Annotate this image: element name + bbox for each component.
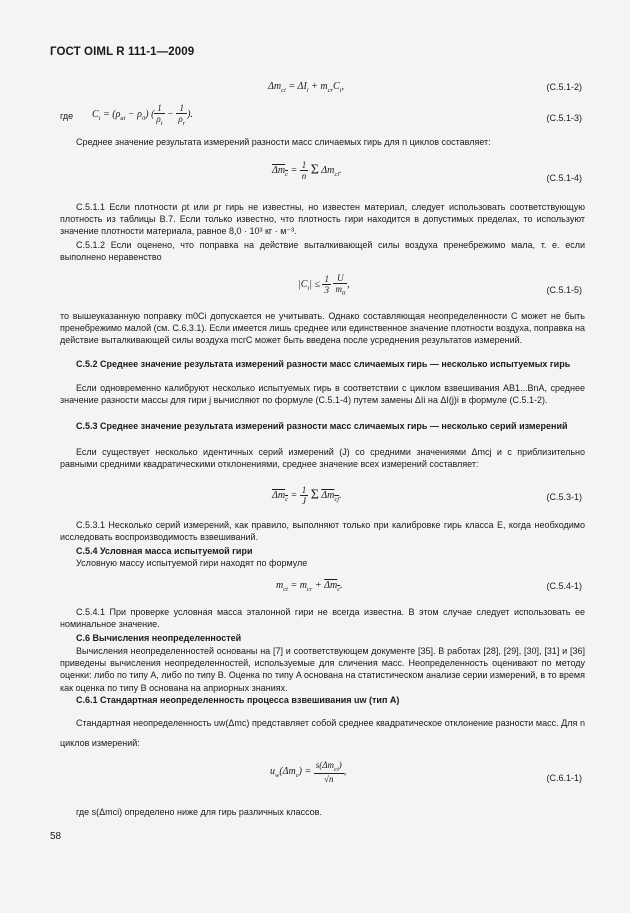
equation-number: (C.5.3-1)	[546, 492, 582, 502]
paragraph-c54: Условную массу испытуемой гири находят по формуле	[76, 558, 308, 568]
equation-c611: $u_w(\Delta m_c)$ = $\frac{s(\Delta m_{ci})}{√n}$ ,	[270, 760, 347, 784]
paragraph-c53: Если существует несколько идентичных серий измерений (J) со средними значениями Δmcj и с приблизительно равными средними квадратическими отклонениями, среднее значение всех измерений составляет:	[60, 447, 585, 470]
section-heading-c54: C.5.4 Условная масса испытуемой гири	[76, 546, 253, 556]
paragraph-c541: C.5.4.1 При проверке условная масса эталонной гири не всегда известна. В этом случае следует использовать ее номинальное значение.	[60, 607, 585, 630]
equation-number: (C.5.1-2)	[546, 82, 582, 92]
equation-c512: $\Delta m_{ci} = \Delta I_i + m_{cr}C_i$,	[268, 81, 344, 94]
equation-number: (C.6.1-1)	[546, 773, 582, 783]
paragraph-c511: C.5.1.1 Если плотности ρt или ρr гирь не известны, но известен материал, следует использовать соответствующую плотность из таблицы B.7. Если только известно, что плотность гири находится в допустимых пределах, то используют значение плотности материала, равное 8,0 · 10³ кг · м⁻³.	[60, 202, 585, 237]
equation-number: (C.5.1-3)	[546, 113, 582, 123]
page-number: 58	[50, 831, 62, 842]
section-heading-c52: C.5.2 Среднее значение результата измерений разности масс сличаемых гирь — несколько испытуемых гирь	[76, 359, 571, 369]
paragraph-c61: Стандартная неопределенность uw(Δmc) представляет собой среднее квадратическое отклонение разности масс. Для n циклов измерений:	[60, 718, 585, 748]
paragraph-c531: C.5.3.1 Несколько серий измерений, как правило, выполняют только при калибровке гирь класса E, когда необходимо исследовать воспроизводимость взвешиваний.	[60, 520, 585, 543]
paragraph-c611: где s(Δmci) определено ниже для гирь различных классов.	[76, 807, 322, 817]
paragraph-c6: Вычисления неопределенностей основаны на [7] и соответствующем документе [35]. В работах [28], [29], [30], [31] и [36] приведены вычисления неопределенностей, используемые для сличения масс. Неопределенность оценивают по методу оценки: либо по типу A, либо по типу B. Оценка по типу A основана на статистическом анализе серии измерений, в то время как оценка по типу B основана на априорных знаниях.	[60, 646, 585, 693]
equation-c514: $\Delta m_c$ = $\frac{1}{n}$ Σ $\Delta m_{ci}$.	[272, 160, 342, 181]
where-label: где	[60, 111, 74, 121]
paragraph-mean: Среднее значение результата измерений разности масс сличаемых гирь для n циклов составляет:	[76, 137, 491, 147]
section-heading-c6: C.6 Вычисления неопределенностей	[76, 633, 242, 643]
paragraph-after-c515: то вышеуказанную поправку m0Ci допускается не учитывать. Однако составляющая неопределенности C может не быть пренебрежимо малой (см. C.6.3.1). Если имеется лишь среднее или единственное значение плотности воздуха, поправка на действие выталкивающей силы воздуха mcrC может быть введена после усреднения результатов измерений.	[60, 311, 585, 346]
equation-c513: $C_i = (\rho_{ai} - \rho_0)$ ( $\frac{1}{\rho_t}$ − $\frac{1}{\rho_r}$ ).	[92, 103, 194, 127]
paragraph-c512: C.5.1.2 Если оценено, что поправка на действие выталкивающей силы воздуха пренебрежимо мала, т. е. если выполнено неравенство	[60, 240, 585, 263]
equation-c531: $\Delta m_c$ = $\frac{1}{J}$ Σ $\Delta m_{cj}$.	[272, 485, 342, 506]
equation-number: (C.5.4-1)	[546, 581, 582, 591]
section-heading-c61: C.6.1 Стандартная неопределенность процесса взвешивания uw (тип A)	[76, 695, 400, 705]
equation-c515: $|C_i|$ ≤ $\frac{1}{3}$ $\frac{U}{m_0}$ ,	[298, 273, 350, 297]
section-heading-c53: C.5.3 Среднее значение результата измерений разности масс сличаемых гирь — несколько серий измерений	[76, 421, 568, 431]
paragraph-c52: Если одновременно калибруют несколько испытуемых гирь в соответствии с циклом взвешивания AB1...BnA, среднее значение разности массы для гири j вычисляют по формуле (C.5.1-4) путем замены ΔIi на ΔI(j)i в формуле (C.5.1-2).	[60, 383, 585, 406]
equation-number: (C.5.1-4)	[546, 173, 582, 183]
equation-c541: $m_{ct} = m_{cr} + \Delta m_c$.	[276, 580, 343, 593]
document-header: ГОСТ OIML R 111-1—2009	[50, 46, 195, 58]
equation-number: (C.5.1-5)	[546, 285, 582, 295]
